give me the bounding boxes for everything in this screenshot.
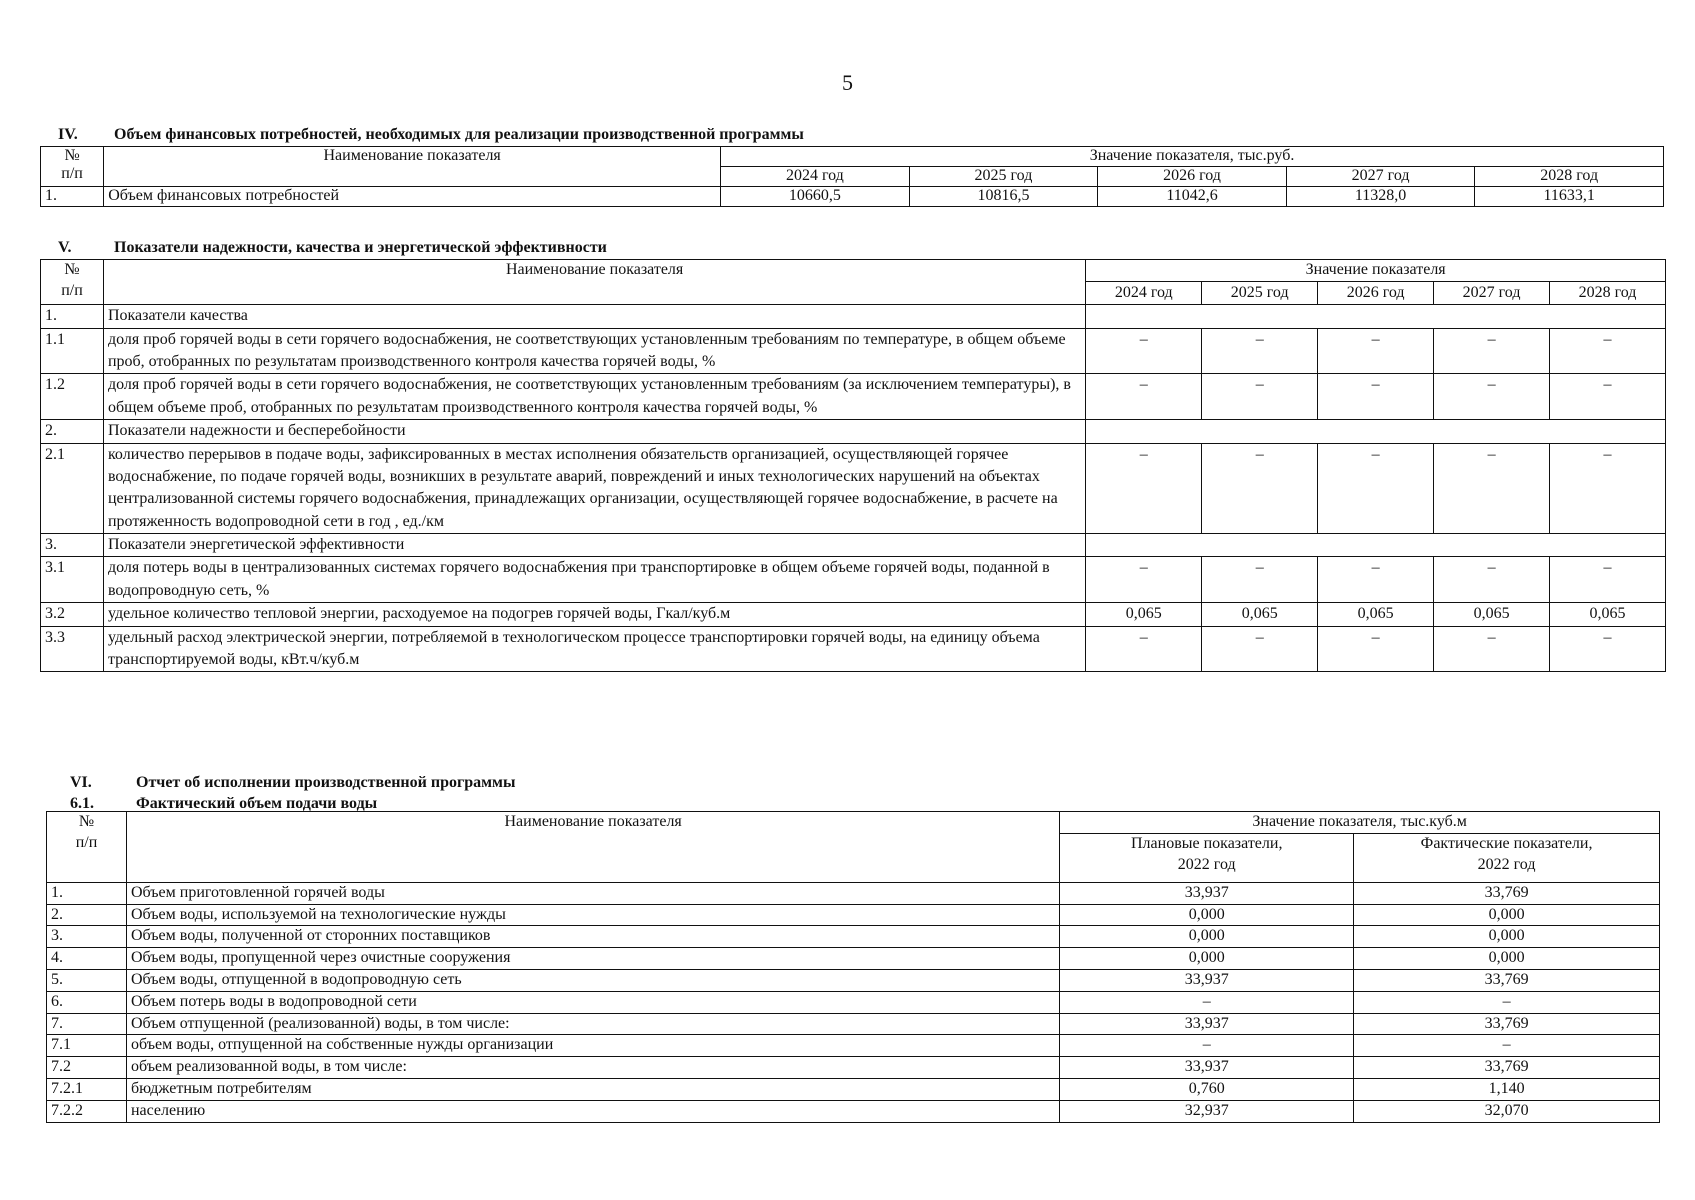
row-value: – [1434,557,1550,603]
row-number: 1.1 [41,328,104,374]
row-plan-value: – [1060,1035,1354,1057]
row-number: 1. [47,882,127,904]
row-name: Показатели энергетической эффективности [103,534,1085,557]
row-name: Объем потерь воды в водопроводной сети [126,991,1059,1013]
row-value: – [1318,374,1434,420]
row-name: объем реализованной воды, в том числе: [126,1057,1059,1079]
column-header-value: Значение показателя [1086,260,1666,282]
row-value: – [1434,328,1550,374]
row-value: 10660,5 [721,187,910,207]
row-value: – [1086,374,1202,420]
row-value: – [1550,443,1666,534]
row-plan-value: 33,937 [1060,969,1354,991]
row-fact-value: – [1354,991,1660,1013]
column-header-plan: Плановые показатели, 2022 год [1060,833,1354,882]
row-name: Показатели надежности и бесперебойности [103,420,1085,443]
row-name: доля потерь воды в централизованных системах горячего водоснабжения при транспортировке в общем объеме горячей воды, поданной в водопроводную сеть, % [103,557,1085,603]
row-number: 3.2 [41,603,104,626]
row-number: 3. [41,534,104,557]
row-fact-value: 1,140 [1354,1078,1660,1100]
row-plan-value: – [1060,991,1354,1013]
row-number: 7.2 [47,1057,127,1079]
row-value: 0,065 [1202,603,1318,626]
row-value: 11328,0 [1286,187,1475,207]
table-row [47,969,1660,991]
row-value: – [1086,328,1202,374]
row-value: – [1550,557,1666,603]
empty-cell [1086,305,1666,328]
column-header-name: Наименование показателя [126,812,1059,883]
row-plan-value: 0,000 [1060,948,1354,970]
group-row [41,420,1666,443]
row-number: 3. [47,926,127,948]
section-5-heading [58,239,607,257]
row-plan-value: 33,937 [1060,882,1354,904]
column-header-number: № п/п [41,147,104,187]
row-value: – [1202,626,1318,672]
table-row [41,557,1666,603]
row-name: Объем приготовленной горячей воды [126,882,1059,904]
row-name: Показатели качества [103,305,1085,328]
row-plan-value: 0,000 [1060,904,1354,926]
row-plan-value: 0,760 [1060,1078,1354,1100]
row-name: Объем воды, используемой на технологические нужды [126,904,1059,926]
row-number: 1. [41,305,104,328]
row-name: количество перерывов в подаче воды, зафиксированных в местах исполнения обязательств организацией, осуществляющей горячее водоснабжение, по подаче горячей воды, возникших в результате аварий, повреждений и иных технологических нарушений на объектах централизованной системы горячего водоснабжения, принадлежащих организации, осуществляющей горячее водоснабжение, в расчете на протяженность водопроводной сети в год , ед./км [103,443,1085,534]
row-number: 1. [41,187,104,207]
table-row [41,374,1666,420]
year-header: 2026 год [1318,281,1434,304]
section-6-1-number: 6.1. [70,795,94,812]
section-6-number: VI. [70,774,92,791]
row-number: 3.1 [41,557,104,603]
row-name: Объем воды, пропущенной через очистные сооружения [126,948,1059,970]
section-4-heading [58,126,804,144]
row-number: 2. [41,420,104,443]
table-row [47,1078,1660,1100]
row-fact-value: 33,769 [1354,1057,1660,1079]
row-value: – [1434,443,1550,534]
row-number: 5. [47,969,127,991]
row-name: Объем воды, отпущенной в водопроводную сеть [126,969,1059,991]
year-header: 2025 год [1202,281,1318,304]
row-value: – [1318,443,1434,534]
year-header: 2024 год [1086,281,1202,304]
row-plan-value: 0,000 [1060,926,1354,948]
row-name: удельный расход электрической энергии, потребляемой в технологическом процессе транспортировки горячей воды, на единицу объема транспортируемой воды, кВт.ч/куб.м [103,626,1085,672]
row-fact-value: 33,769 [1354,969,1660,991]
financial-needs-table [40,146,1664,207]
table-row [47,1057,1660,1079]
year-header: 2028 год [1475,167,1664,187]
row-value: – [1086,626,1202,672]
row-name: бюджетным потребителям [126,1078,1059,1100]
row-name: доля проб горячей воды в сети горячего водоснабжения, не соответствующих установленным требованиям по температуре, в общем объеме проб, отобранных по результатам производственного контроля качества горячей воды, % [103,328,1085,374]
column-header-value: Значение показателя, тыс.руб. [721,147,1664,167]
reliability-indicators-table [40,259,1666,672]
row-value: – [1202,443,1318,534]
table-row [47,948,1660,970]
row-value: – [1318,626,1434,672]
row-value: – [1550,374,1666,420]
row-plan-value: 33,937 [1060,1013,1354,1035]
row-fact-value: 32,070 [1354,1100,1660,1122]
table-row [47,991,1660,1013]
row-plan-value: 32,937 [1060,1100,1354,1122]
row-number: 7. [47,1013,127,1035]
row-number: 2. [47,904,127,926]
row-value: – [1086,443,1202,534]
table-row [47,926,1660,948]
row-value: – [1434,374,1550,420]
column-header-name: Наименование показателя [103,260,1085,305]
column-header-value: Значение показателя, тыс.куб.м [1060,812,1660,834]
row-value: 11042,6 [1098,187,1287,207]
row-value: – [1550,626,1666,672]
row-fact-value: 0,000 [1354,926,1660,948]
table-row [41,328,1666,374]
section-6-title: Отчет об исполнении производственной программы [136,774,516,791]
row-fact-value: 33,769 [1354,882,1660,904]
row-number: 3.3 [41,626,104,672]
row-fact-value: – [1354,1035,1660,1057]
row-value: 0,065 [1434,603,1550,626]
row-name: населению [126,1100,1059,1122]
table-row [47,1100,1660,1122]
row-name: Объем воды, полученной от сторонних поставщиков [126,926,1059,948]
row-fact-value: 33,769 [1354,1013,1660,1035]
row-name: удельное количество тепловой энергии, расходуемое на подогрев горячей воды, Гкал/куб.м [103,603,1085,626]
year-header: 2027 год [1434,281,1550,304]
row-value: 0,065 [1550,603,1666,626]
water-supply-report-table [46,811,1660,1123]
group-row [41,534,1666,557]
table-row [47,1013,1660,1035]
section-6-1-title: Фактический объем подачи воды [136,795,378,812]
table-row [41,603,1666,626]
section-4-title: Объем финансовых потребностей, необходимых для реализации производственной программы [114,126,804,143]
section-4-number: IV. [58,126,78,143]
row-plan-value: 33,937 [1060,1057,1354,1079]
row-value: – [1202,374,1318,420]
year-header: 2026 год [1098,167,1287,187]
row-number: 7.2.1 [47,1078,127,1100]
row-value: – [1202,328,1318,374]
empty-cell [1086,420,1666,443]
column-header-fact: Фактические показатели, 2022 год [1354,833,1660,882]
table-row [47,882,1660,904]
section-6-heading [70,774,515,792]
row-value: – [1434,626,1550,672]
row-value: – [1318,328,1434,374]
table-row [47,904,1660,926]
row-name: Объем отпущенной (реализованной) воды, в том числе: [126,1013,1059,1035]
group-row [41,305,1666,328]
row-value: 10816,5 [909,187,1098,207]
table-row [41,187,1664,207]
row-number: 2.1 [41,443,104,534]
row-name: объем воды, отпущенной на собственные нужды организации [126,1035,1059,1057]
year-header: 2025 год [909,167,1098,187]
row-number: 1.2 [41,374,104,420]
row-value: 0,065 [1318,603,1434,626]
row-fact-value: 0,000 [1354,904,1660,926]
table-row [41,626,1666,672]
row-value: 11633,1 [1475,187,1664,207]
column-header-number: № п/п [41,260,104,305]
row-number: 7.2.2 [47,1100,127,1122]
column-header-name: Наименование показателя [104,147,721,187]
row-value: – [1550,328,1666,374]
row-number: 4. [47,948,127,970]
year-header: 2028 год [1550,281,1666,304]
table-row [41,443,1666,534]
row-name: Объем финансовых потребностей [104,187,721,207]
row-value: – [1318,557,1434,603]
row-number: 6. [47,991,127,1013]
column-header-number: № п/п [47,812,127,883]
row-value: 0,065 [1086,603,1202,626]
section-5-number: V. [58,239,72,256]
page-number: 5 [842,70,853,95]
row-value: – [1086,557,1202,603]
row-number: 7.1 [47,1035,127,1057]
year-header: 2024 год [721,167,910,187]
year-header: 2027 год [1286,167,1475,187]
row-fact-value: 0,000 [1354,948,1660,970]
row-value: – [1202,557,1318,603]
table-row [47,1035,1660,1057]
section-5-title: Показатели надежности, качества и энергетической эффективности [114,239,607,256]
empty-cell [1086,534,1666,557]
row-name: доля проб горячей воды в сети горячего водоснабжения, не соответствующих установленным требованиям (за исключением температуры), в общем объеме проб, отобранных по результатам производственного контроля качества горячей воды, % [103,374,1085,420]
